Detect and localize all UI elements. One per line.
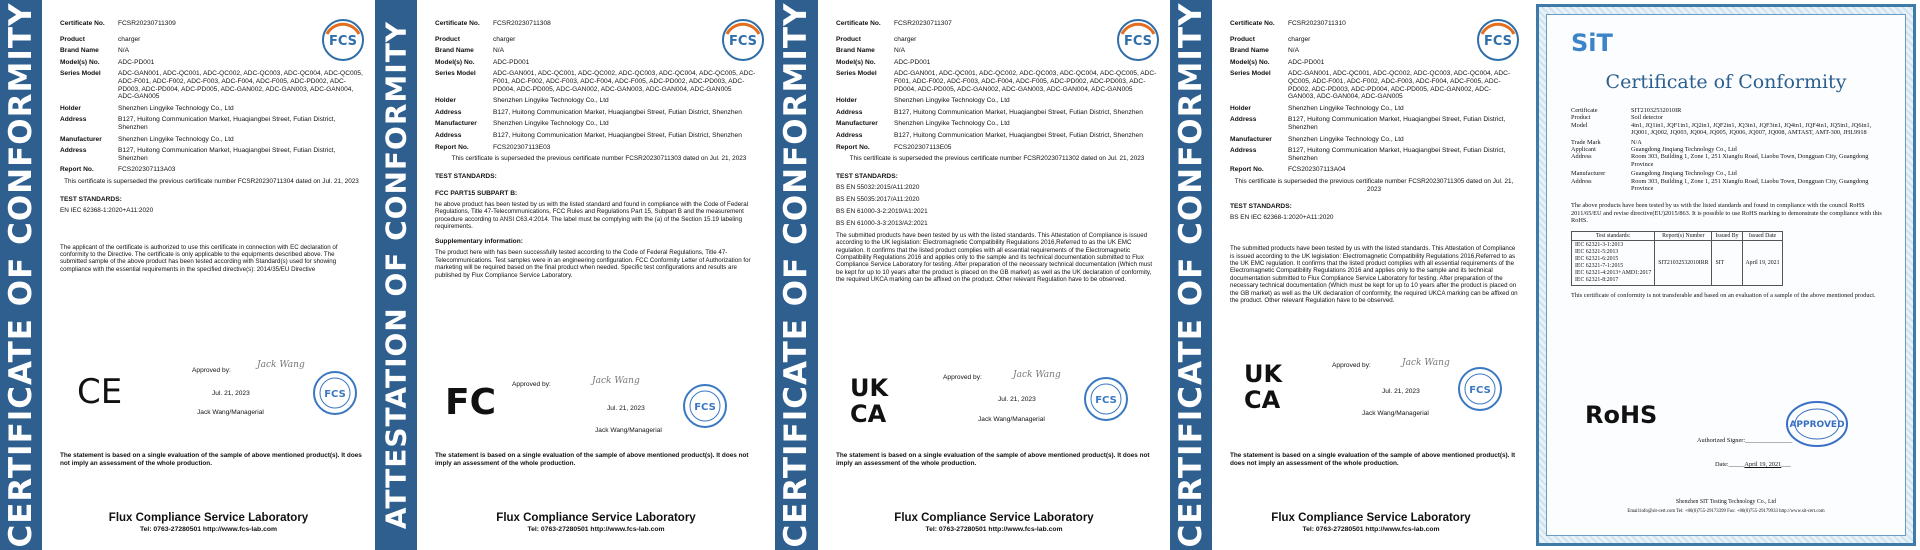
svg-text:FC: FC [445, 382, 497, 420]
signature: Jack Wang [257, 360, 305, 370]
label-report: Report No. [60, 166, 94, 174]
sit-value: Guangdong Jinqiang Technology Co., Ltd [1631, 146, 1737, 154]
signature: Jack Wang [1013, 370, 1061, 380]
label-certno: Certificate No. [60, 20, 105, 27]
standard-item: BS EN 55035:2017/A11:2020 [836, 195, 920, 203]
label-series: Series Model [435, 70, 476, 78]
model-value: ADC-PD001 [493, 58, 530, 66]
certno-value: FCSR20230711307 [894, 20, 952, 27]
label-manufacturer: Manufacturer [60, 135, 102, 143]
statement: The statement is based on a single evaluation of the sample of above mentioned product(s). It does not imply an assessment of the whole production. [836, 452, 1150, 467]
svg-text:FCS: FCS [324, 389, 346, 400]
sit-label: Manufacturer [1571, 170, 1606, 178]
label-holder: Holder [836, 97, 857, 105]
svg-text:FCS: FCS [1469, 385, 1491, 396]
brand-value: N/A [1288, 47, 1299, 55]
brand-value: N/A [493, 47, 504, 55]
model-value: ADC-PD001 [894, 58, 931, 66]
side-title: CERTIFICATE OF CONFORMITY [1173, 2, 1209, 548]
sit-title: Certificate of Conformity [1605, 71, 1847, 93]
sit-label: Model [1571, 121, 1588, 129]
standard-line: IEC 62321-4:2013+AMD1:2017 [1575, 269, 1652, 276]
series-value: ADC-GAN001, ADC-QC001, ADC-QC002, ADC-QC003, ADC-QC004, ADC-QC005, ADC-F001, ADC-F002, ADC-F003, ADC-F004, ADC-F005, ADC-PD002, ADC-PD003, ADC-PD004, ADC-PD005, ADC-GAN002, ADC-GAN003, ADC-GAN004, ADC-GAN005 [1288, 70, 1511, 101]
supersede-note: This certificate is superseded the previous certificate number FCSR20230711302 dated on Jul. 21, 2023 [849, 155, 1145, 163]
test-standards-heading: TEST STANDARDS: [60, 195, 122, 203]
statement: The statement is based on a single evaluation of the sample of above mentioned product(s). It does not imply an assessment of the whole production. [1230, 452, 1516, 467]
table-cell-report: SIT21032532010IRR [1655, 240, 1712, 285]
supersede-note: This certificate is superseded the previous certificate number FCSR20230711305 dated on Jul. 21, 2023 [1234, 177, 1514, 193]
sit-label: Applicant [1571, 146, 1596, 154]
side-band [375, 0, 417, 550]
label-address-2: Address [836, 131, 863, 139]
table-header: Report(s) Number [1655, 231, 1712, 240]
approved-by-label: Approved by: [943, 374, 982, 381]
certificate-ukca-emc [775, 0, 1170, 550]
label-product: Product [60, 35, 85, 43]
svg-text:UK: UK [1244, 360, 1283, 388]
holder-value: Shenzhen Lingyike Technology Co., Ltd [118, 104, 234, 112]
certificate-sit-rohs [1530, 0, 1920, 550]
supplementary-paragraph: The product here with has been successfully tested according to the Code of Federal Regulations, Title 47-Telecommunications. Test samples were in an engineering configuration. FCC Conformity Letter of Authorization for marketing will be required based on the final product when needed. Specific test configurations and results are published by Flux Compliance Service Laboratory. [435, 249, 751, 279]
fcc-mark-icon [445, 380, 505, 420]
report-value: FCS202307113A04 [1288, 166, 1346, 174]
sit-details [1571, 107, 1887, 299]
model-value: ADC-PD001 [1288, 58, 1325, 66]
label-holder: Holder [60, 104, 81, 112]
approved-by-label: Approved by: [512, 381, 551, 388]
sit-value: 4in1, JQ1in1, JQF1in1, JQ2in1, JQF2in1, JQ3in1, JQF3in1, JQ4in1, JQF4in1, JQ5in1, JQ6in1, JQ001, JQ002, JQ003, JQ004, JQ005, JQ006, JQ007, JQ008, AMTAST, AMT-300, JHL9918 [1631, 121, 1872, 137]
side-title: CERTIFICATE OF CONFORMITY [3, 2, 39, 548]
statement: The statement is based on a single evaluation of the sample of above mentioned product(s). It does not imply an assessment of the whole production. [60, 452, 362, 467]
side-band [775, 0, 818, 550]
label-model: Model(s) No. [435, 58, 475, 66]
supplementary-heading: Supplementary information: [435, 238, 523, 246]
certificate-ce [0, 0, 375, 550]
sit-standards-table [1571, 231, 1783, 286]
approved-by-label: Approved by: [1332, 362, 1371, 369]
address-value: B127, Huitong Communication Market, Huaqiangbei Street, Futian District, Shenzhen [118, 116, 336, 131]
label-brand: Brand Name [435, 47, 474, 55]
manufacturer-value: Shenzhen Lingyike Technology Co., Ltd [1288, 135, 1404, 143]
sit-note: This certificate of conformity is not transferable and based on an evaluation of a sample of the above mentioned product. [1571, 291, 1876, 299]
sit-intro: The above products have been tested by us with the listed standards and found in compliance with the council RoHS 2011/65/EU and revise directive(EU)2015/863. It is possible to use RoHS marking to demonstrate the compliance with this RoHS. [1571, 202, 1882, 225]
label-manufacturer: Manufacturer [836, 120, 878, 128]
manufacturer-value: Shenzhen Lingyike Technology Co., Ltd [894, 120, 1010, 128]
report-value: FCS202307113E05 [894, 143, 952, 151]
supersede-note: This certificate is superseded the previous certificate number FCSR20230711303 dated on Jul. 21, 2023 [451, 155, 747, 163]
sit-value: Soil detector [1631, 114, 1664, 122]
fcs-stamp-icon [1083, 376, 1129, 422]
sit-value: Room 303, Building 1, Zone 1, 251 Xiangfu Road, Liaobu Town, Dongguan City, Guangdong Province [1631, 177, 1869, 193]
label-manufacturer: Manufacturer [435, 120, 477, 128]
signature: Jack Wang [1402, 358, 1450, 368]
label-address: Address [836, 108, 863, 116]
certificate-fcc [375, 0, 775, 550]
holder-value: Shenzhen Lingyike Technology Co., Ltd [493, 97, 609, 105]
standard-item: BS EN 61000-3-3:2013/A2:2021 [836, 219, 928, 227]
label-address-2: Address [60, 147, 87, 155]
certificate-ukca-safety [1170, 0, 1530, 550]
standard-line: IEC 62321-8:2017 [1575, 276, 1619, 283]
fcs-stamp-icon [682, 383, 728, 429]
table-cell-standards [1572, 240, 1655, 285]
label-report: Report No. [836, 143, 870, 151]
approved-stamp-icon [1785, 399, 1849, 449]
standard-line: IEC 62321-5:2013 [1575, 248, 1619, 255]
body-paragraph: The submitted products have been tested by us with the listed standards. This Attestation of Compliance is issued according to the UK legislation: Electromagnetic Compatibility Regulations 2016,Referred to as the UK EMC regulation. It confirms that the listed product complies with all essential requirements of the Electromagnetic Compatibility Regulations 2016 and applies only to the sample and its technical documentation submitted to Flux Compliance Service Laboratory for testing. After preparation of the necessary technical documentation (Which must be kept for up to 10 years after the product is placed on the GB market) as well as the UK declaration of conformity, the required UKCA marking can be affixed on the product. Other relevant Regulation have to be observed. [836, 231, 1153, 284]
sit-value: Room 303, Building 1, Zone 1, 251 Xiangfu Road, Liaobu Town, Dongguan City, Guangdong Province [1631, 153, 1869, 168]
label-address: Address [435, 108, 462, 116]
approval-date: Jul. 21, 2023 [998, 396, 1036, 403]
sit-label: Address [1571, 177, 1592, 185]
product-value: charger [118, 35, 141, 43]
product-value: charger [894, 35, 917, 43]
label-address-2: Address [1230, 147, 1257, 155]
label-address: Address [60, 116, 87, 124]
address-value: B127, Huitong Communication Market, Huaqiangbei Street, Futian District, Shenzhen [1288, 116, 1506, 131]
label-brand: Brand Name [60, 47, 99, 55]
svg-text:FCS: FCS [1123, 34, 1153, 49]
table-header: Test standards: [1572, 231, 1655, 240]
svg-text:FCS: FCS [1483, 34, 1513, 49]
table-header: Issued By [1712, 231, 1742, 240]
label-certno: Certificate No. [836, 20, 881, 27]
address-value-2: B127, Huitong Communication Market, Huaqiangbei Street, Futian District, Shenzhen [1288, 147, 1506, 162]
lab-contact: Tel: 0763-27280501 http://www.fcs-lab.com [139, 526, 278, 533]
model-value: ADC-PD001 [118, 58, 155, 66]
sit-value: SIT21032532010IR [1631, 107, 1682, 114]
label-product: Product [1230, 35, 1255, 43]
side-title: CERTIFICATE OF CONFORMITY [778, 2, 814, 548]
sit-label: Product [1571, 114, 1591, 122]
table-cell-issuer: SIT [1712, 240, 1742, 285]
side-band [1170, 0, 1212, 550]
approval-date: Jul. 21, 2023 [1382, 388, 1420, 395]
svg-text:UK: UK [850, 374, 889, 402]
approval-date: Jul. 21, 2023 [607, 405, 645, 412]
test-standards-heading: TEST STANDARDS: [1230, 203, 1292, 211]
signer-name: Jack Wang/Managerial [978, 416, 1045, 423]
supersede-note: This certificate is superseded the previous certificate number FCSR20230711304 dated on Jul. 21, 2023 [64, 177, 359, 185]
certno-value: FCSR20230711309 [118, 20, 176, 27]
product-value: charger [1288, 35, 1311, 43]
label-certno: Certificate No. [1230, 20, 1275, 27]
report-value: FCS202307113A03 [118, 166, 176, 174]
report-value: FCS202307113E03 [493, 143, 551, 151]
lab-name: Flux Compliance Service Laboratory [894, 512, 1094, 524]
lab-contact: Tel: 0763-27280501 http://www.fcs-lab.com [1302, 526, 1440, 533]
svg-text:FCS: FCS [728, 34, 758, 49]
side-title: ATTESTATION OF CONFORMITY [379, 20, 413, 530]
signer-name: Jack Wang/Managerial [197, 409, 264, 416]
svg-text:FCS: FCS [328, 34, 358, 49]
sit-label: Address [1571, 153, 1592, 161]
brand-value: N/A [894, 47, 905, 55]
standard-line: IEC 62321-6:2015 [1575, 255, 1619, 262]
body-paragraph: he above product has been tested by us with the listed standard and found in compliance with the Code of Federal Regulations, Title 47-Telecommunications, FCC Rules and Regulations Part 15, Subpart B and the measurement procedure according to ANSI C63.4:2014. The label must be complying with the (a) of the Section 15.19 labeling requirements. [435, 200, 749, 230]
standard-item: BS EN 55032:2015/A11:2020 [836, 183, 920, 191]
holder-value: Shenzhen Lingyike Technology Co., Ltd [894, 97, 1010, 105]
side-band [0, 0, 42, 550]
rohs-mark-icon: RoHS [1585, 401, 1658, 429]
body-paragraph: The applicant of the certificate is authorized to use this certificate in connection with EC declaration of conformity to the Directive. The certificate is only applicable to the equipments described above. The submitted sample of the above product has been tested according with Standard(s) used for showing compliance with the essential requirements in the specified directive(s): 2014/35/EU Directive [60, 243, 338, 273]
approval-date: Jul. 21, 2023 [212, 390, 250, 397]
standard-item: BS EN 61000-3-2:2019/A1:2021 [836, 207, 928, 215]
manufacturer-value: Shenzhen Lingyike Technology Co., Ltd [493, 120, 609, 128]
standard-line: IEC 62321-3-1:2013 [1575, 241, 1624, 248]
label-report: Report No. [435, 143, 469, 151]
brand-value: N/A [118, 47, 129, 55]
label-brand: Brand Name [1230, 47, 1269, 55]
signer-name: Jack Wang/Managerial [595, 427, 662, 434]
label-series: Series Model [60, 70, 101, 78]
address-value-2: B127, Huitong Communication Market, Huaqiangbei Street, Futian District, Shenzhen [894, 131, 1143, 139]
certificate-paper [1546, 14, 1906, 536]
label-holder: Holder [435, 97, 456, 105]
statement: The statement is based on a single evaluation of the sample of above mentioned product(s). It does not imply an assessment of the whole production. [435, 452, 749, 467]
sit-value: Guangdong Jinqiang Technology Co., Ltd [1631, 170, 1737, 178]
svg-text:FCS: FCS [694, 402, 716, 413]
fcs-stamp-icon [312, 370, 358, 416]
label-report: Report No. [1230, 166, 1264, 174]
body-paragraph: The submitted products have been tested by us with the listed standards. This Attestation of Compliance is issued according to the UK legislation: Electromagnetic Compatibility Regulations 2016,Referred to as the UK EMC regulation. It confirms that the listed product complies with all essential requirements of the Electromagnetic Compatibility Regulations 2016 and applies only to the sample and its technical documentation submitted to Flux Compliance Service Laboratory for testing. After preparation of the necessary technical documentation (Which must be kept for up to 10 years after the product is placed on the GB market) as well as the UK declaration of conformity, the required UKCA marking can be affixed on the product. Other relevant Regulation have to be observed. [1230, 245, 1518, 304]
standard-item: EN IEC 62368-1:2020+A11:2020 [60, 206, 154, 214]
fcs-stamp-icon [1457, 366, 1503, 412]
label-certno: Certificate No. [435, 20, 480, 27]
label-series: Series Model [836, 70, 877, 78]
label-address: Address [1230, 116, 1257, 124]
svg-text:APPROVED: APPROVED [1789, 420, 1845, 430]
table-header: Issued Date [1742, 231, 1783, 240]
lab-name: Flux Compliance Service Laboratory [1271, 512, 1471, 524]
sit-footer-company: Shenzhen SIT Testing Technology Co., Ltd [1675, 499, 1777, 505]
label-address-2: Address [435, 131, 462, 139]
holder-value: Shenzhen Lingyike Technology Co., Ltd [1288, 104, 1404, 112]
ce-mark-icon [77, 372, 131, 410]
sit-value: N/A [1631, 138, 1642, 146]
approved-by-label: Approved by: [192, 367, 231, 374]
ukca-mark-icon [1242, 358, 1294, 412]
label-holder: Holder [1230, 104, 1251, 112]
authorized-signer-label: Authorized Signer :_______________ [1697, 437, 1793, 444]
label-brand: Brand Name [836, 47, 875, 55]
sit-label: Trade Mark [1571, 138, 1601, 146]
fcc-part-heading: FCC PART15 SUBPART B: [435, 189, 518, 197]
address-value: B127, Huitong Communication Market, Huaqiangbei Street, Futian District, Shenzhen [493, 108, 742, 116]
sit-label: Certificate [1571, 107, 1598, 114]
lab-name: Flux Compliance Service Laboratory [108, 512, 309, 524]
lab-contact: Tel: 0763-27280501 http://www.fcs-lab.com [925, 526, 1063, 533]
label-model: Model(s) No. [836, 58, 876, 66]
lab-name: Flux Compliance Service Laboratory [496, 512, 696, 524]
address-value-2: B127, Huitong Communication Market, Huaqiangbei Street, Futian District, Shenzhen [493, 131, 742, 139]
series-value: ADC-GAN001, ADC-QC001, ADC-QC002, ADC-QC003, ADC-QC004, ADC-QC005, ADC-F001, ADC-F002, ADC-F003, ADC-F004, ADC-F005, ADC-PD002, ADC-PD003, ADC-PD004, ADC-PD005, ADC-GAN002, ADC-GAN003, ADC-GAN004, ADC-GAN005 [894, 70, 1157, 93]
signer-name: Jack Wang/Managerial [1362, 410, 1429, 417]
address-value-2: B127, Huitong Communication Market, Huaqiangbei Street, Futian District, Shenzhen [118, 147, 336, 162]
certno-value: FCSR20230711308 [493, 20, 551, 27]
product-value: charger [493, 35, 516, 43]
sit-date-row: Date :_____ April 19, 2021 ___ [1715, 461, 1791, 468]
test-standards-heading: TEST STANDARDS: [836, 172, 898, 180]
svg-text:CA: CA [850, 400, 887, 426]
series-value: ADC-GAN001, ADC-QC001, ADC-QC002, ADC-QC003, ADC-QC004, ADC-QC005, ADC-F001, ADC-F002, ADC-F003, ADC-F004, ADC-F005, ADC-PD002, ADC-PD003, ADC-PD004, ADC-PD005, ADC-GAN002, ADC-GAN003, ADC-GAN004, ADC-GAN005 [118, 70, 363, 101]
address-value: B127, Huitong Communication Market, Huaqiangbei Street, Futian District, Shenzhen [894, 108, 1143, 116]
test-standards-heading: TEST STANDARDS: [435, 172, 497, 180]
signature: Jack Wang [592, 376, 640, 386]
svg-text:CE: CE [77, 372, 123, 410]
table-cell-date: April 19, 2021 [1742, 240, 1783, 285]
sit-logo-icon: SiT [1571, 29, 1613, 57]
series-value: ADC-GAN001, ADC-QC001, ADC-QC002, ADC-QC003, ADC-QC004, ADC-QC005, ADC-F001, ADC-F002, ADC-F003, ADC-F004, ADC-F005, ADC-PD002, ADC-PD003, ADC-PD004, ADC-PD005, ADC-GAN002, ADC-GAN003, ADC-GAN004, ADC-GAN005 [493, 70, 756, 93]
label-manufacturer: Manufacturer [1230, 135, 1272, 143]
sit-footer-contact: Email:info@sit-cert.com Tel: +86(0)755-29173399 Fax: +86(0)755-29179933 http://www.sit-cert.com [1627, 509, 1825, 514]
manufacturer-value: Shenzhen Lingyike Technology Co., Ltd [118, 135, 234, 143]
label-model: Model(s) No. [60, 58, 100, 66]
svg-text:FCS: FCS [1095, 395, 1117, 406]
label-model: Model(s) No. [1230, 58, 1270, 66]
label-product: Product [435, 35, 460, 43]
ukca-mark-icon [848, 372, 900, 426]
label-product: Product [836, 35, 861, 43]
standard-line: IEC 62321-7-1:2015 [1575, 262, 1624, 269]
certno-value: FCSR20230711310 [1288, 20, 1346, 27]
lab-contact: Tel: 0763-27280501 http://www.fcs-lab.com [527, 526, 665, 533]
svg-text:CA: CA [1244, 386, 1281, 412]
label-series: Series Model [1230, 70, 1271, 78]
standard-item: BS EN IEC 62368-1:2020+A11:2020 [1230, 214, 1334, 222]
